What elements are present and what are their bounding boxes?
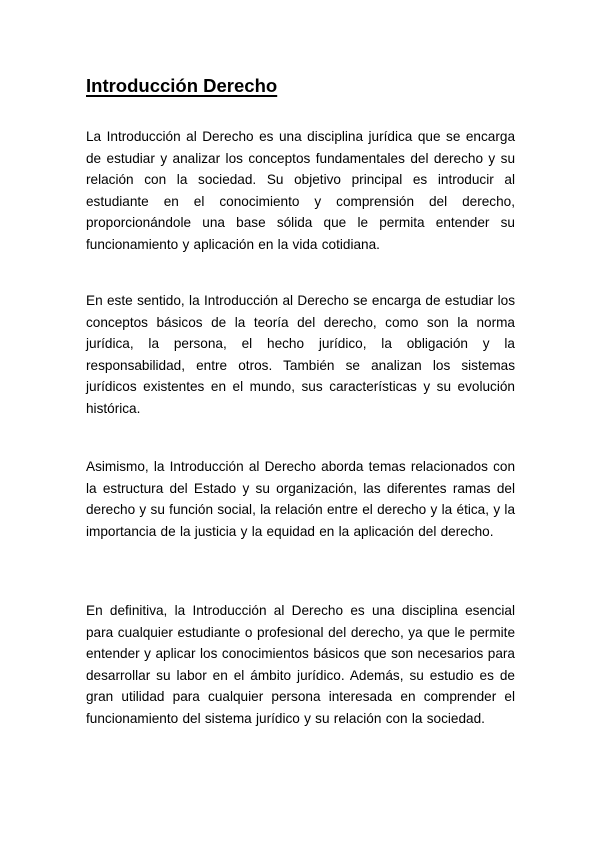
- paragraph-conclusion: En definitiva, la Introducción al Derecho es una disciplina esencial para cualquier estudiante o profesional del derecho, ya que le permite entender y aplicar los conocimientos básicos que son necesarios para desarrollar su labor en el ámbito jurídico. Además, su estudio es de gran utilidad para cualquier persona interesada en comprender el funcionamiento del sistema jurídico y su relación con la sociedad.: [86, 603, 515, 726]
- paragraph-state-structure: Asimismo, la Introducción al Derecho aborda temas relacionados con la estructura del Estado y su organización, las diferentes ramas del derecho y su función social, la relación entre el derecho y la ética, y la importancia de la justicia y la equidad en la aplicación del derecho.: [86, 459, 515, 539]
- document-title: Introducción Derecho: [86, 75, 278, 96]
- paragraph-introduction: La Introducción al Derecho es una disciplina jurídica que se encarga de estudiar y analizar los conceptos fundamentales del derecho y su relación con la sociedad. Su objetivo principal es introducir al estudiante en el conocimiento y comprensión del derecho, proporcionándole una base sólida que le permita entender su funcionamiento y aplicación en la vida cotidiana.: [86, 129, 515, 252]
- paragraph-basic-concepts: En este sentido, la Introducción al Derecho se encarga de estudiar los conceptos básicos de la teoría del derecho, como son la norma jurídica, la persona, el hecho jurídico, la obligación y la responsabilidad, entre otros. También se analizan los sistemas jurídicos existentes en el mundo, sus características y su evolución histórica.: [86, 293, 515, 416]
